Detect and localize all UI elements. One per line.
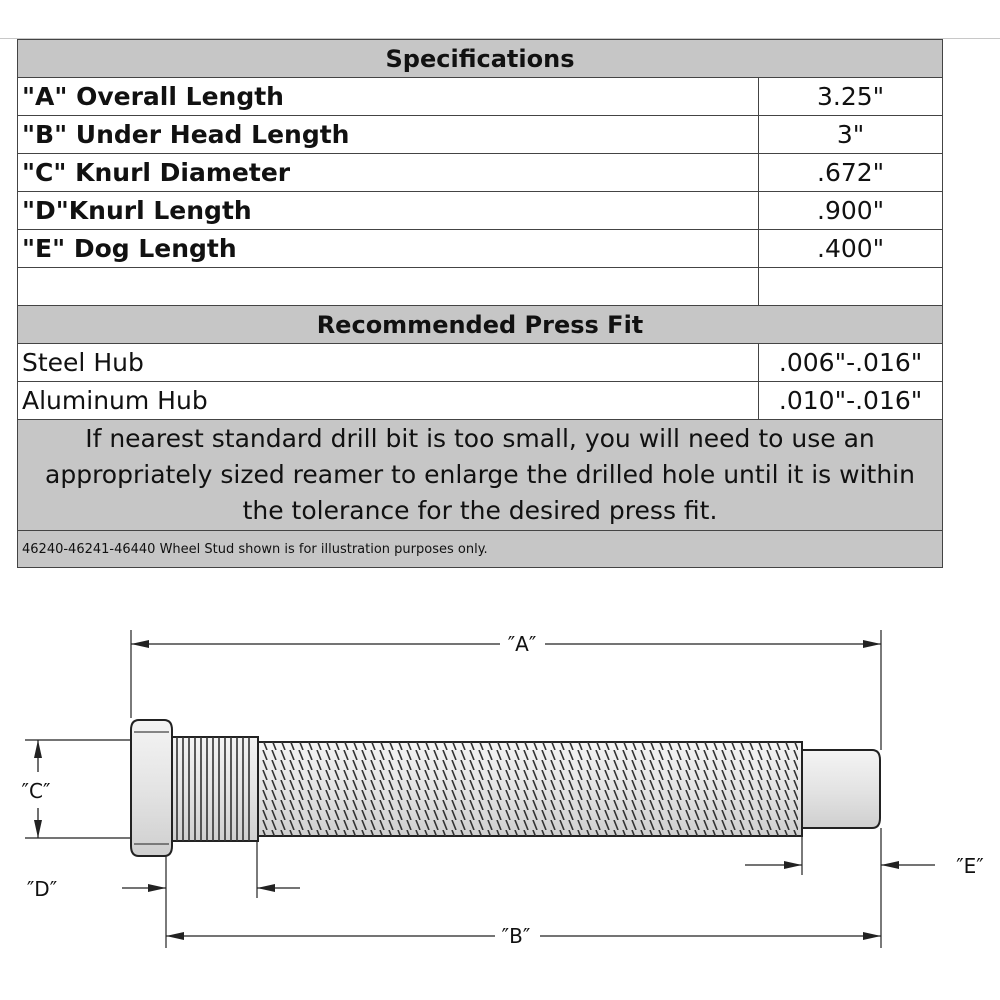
spec-row <box>18 192 943 230</box>
press-fit-label: Steel Hub <box>18 344 759 382</box>
spec-value: .672" <box>759 154 943 192</box>
dim-e-label: ″E″ <box>956 854 984 878</box>
empty-row <box>18 268 943 306</box>
press-fit-value: .010"-.016" <box>759 382 943 420</box>
press-fit-value: .006"-.016" <box>759 344 943 382</box>
spec-value: 3" <box>759 116 943 154</box>
press-fit-label: Aluminum Hub <box>18 382 759 420</box>
spec-row <box>18 154 943 192</box>
empty-cell <box>759 268 943 306</box>
dog-point <box>800 750 880 828</box>
spec-label: "B" Under Head Length <box>18 116 759 154</box>
stud-head <box>131 720 172 856</box>
dim-c-label: ″C″ <box>21 779 51 803</box>
press-fit-header-row <box>18 306 943 344</box>
spec-label: "A" Overall Length <box>18 78 759 116</box>
note-row <box>18 420 943 531</box>
footnote: 46240-46241-46440 Wheel Stud shown is for illustration purposes only. <box>18 531 943 568</box>
spec-label: "C" Knurl Diameter <box>18 154 759 192</box>
dim-d-label: ″D″ <box>26 877 58 901</box>
spec-label: "D"Knurl Length <box>18 192 759 230</box>
press-fit-title: Recommended Press Fit <box>18 306 943 344</box>
stud-body <box>131 720 880 856</box>
empty-cell <box>18 268 759 306</box>
spec-label: "E" Dog Length <box>18 230 759 268</box>
dimension-d <box>122 884 300 892</box>
spec-value: 3.25" <box>759 78 943 116</box>
dim-b-label: ″B″ <box>501 924 531 948</box>
specifications-header-row <box>18 40 943 78</box>
knurl-lines <box>176 737 254 841</box>
wheel-stud-drawing <box>0 600 1000 1000</box>
press-fit-note: If nearest standard drill bit is too small, you will need to use an appropriately sized reamer to enlarge the drilled hole until it is within the tolerance for the desired press fit. <box>18 420 943 531</box>
spec-row <box>18 78 943 116</box>
specifications-title: Specifications <box>18 40 943 78</box>
press-fit-row <box>18 344 943 382</box>
spec-row <box>18 230 943 268</box>
dimension-e <box>745 861 935 869</box>
footnote-row <box>18 531 943 568</box>
specifications-table <box>17 39 943 568</box>
dimension-a <box>131 640 881 648</box>
spec-value: .900" <box>759 192 943 230</box>
dim-a-label: ″A″ <box>507 632 537 656</box>
press-fit-row <box>18 382 943 420</box>
spec-row <box>18 116 943 154</box>
thread-lines <box>262 742 798 836</box>
spec-value: .400" <box>759 230 943 268</box>
